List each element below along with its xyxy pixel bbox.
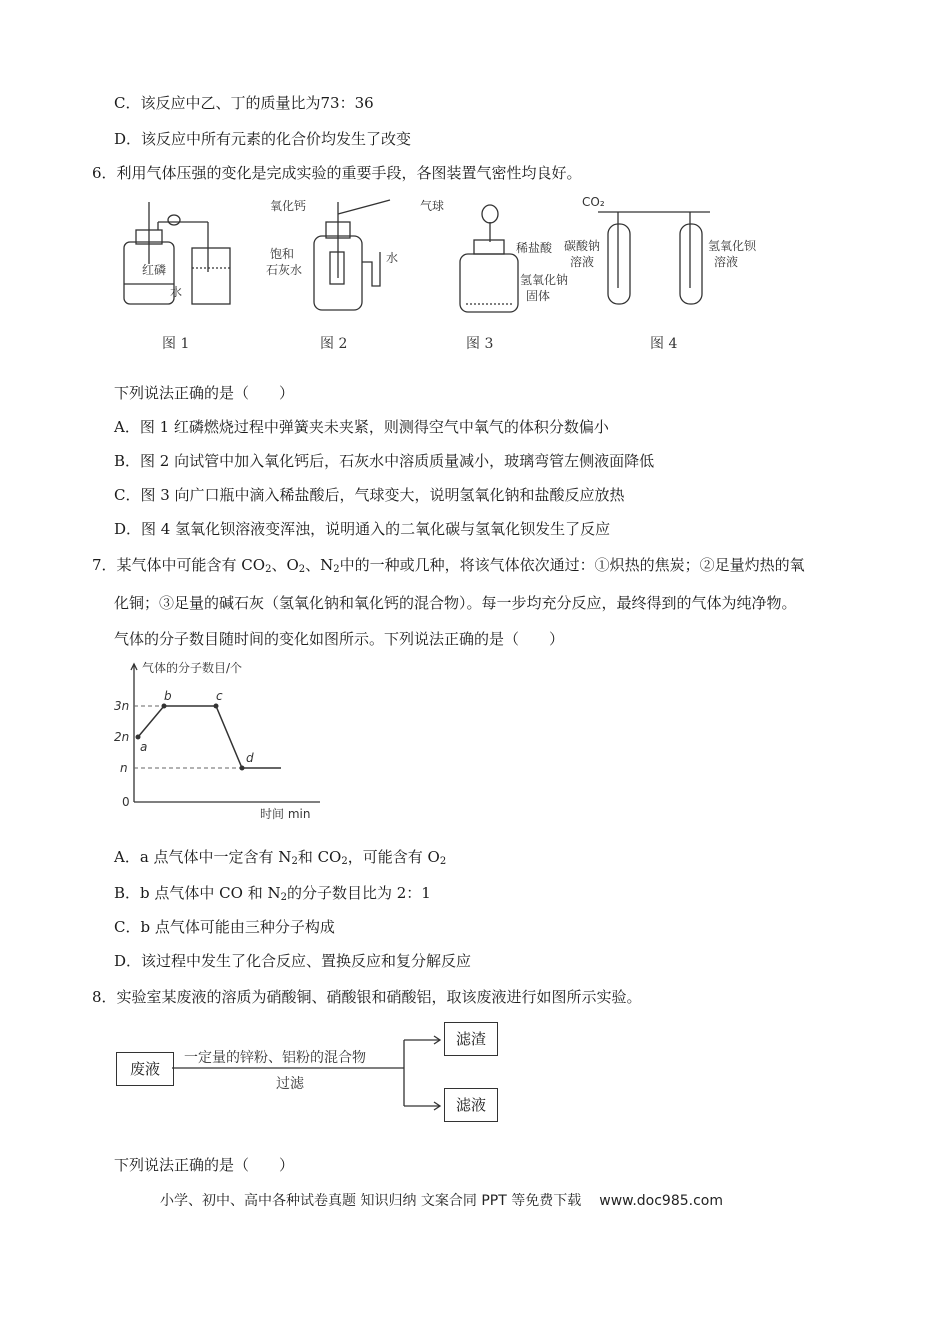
fig4-label-2: 溶液 xyxy=(570,255,595,269)
point-a xyxy=(136,735,141,740)
q7-option-d: D．该过程中发生了化合反应、置换反应和复分解反应 xyxy=(114,952,472,970)
fig4-label-co2: CO₂ xyxy=(582,195,605,209)
fig2-label-4: 水 xyxy=(386,251,399,265)
question-7-stem-line-1: 7．某气体中可能含有 $CO_2$、$O_2$、$N_2$中的一种或几种，将该气体依次通过：①炽热的焦炭；②足量灼热的氧 xyxy=(92,556,805,575)
flow-residue-box: 滤渣 xyxy=(444,1022,498,1056)
x-axis-label: 时间 min xyxy=(260,807,311,821)
option-c-prev: C．该反应中乙、丁的质量比为73：36 xyxy=(114,94,374,112)
q6-option-c: C．图 3 向广口瓶中滴入稀盐酸后，气球变大，说明氢氧化钠和盐酸反应放热 xyxy=(114,486,625,504)
option-d-prev: D．该反应中所有元素的化合价均发生了改变 xyxy=(114,130,412,148)
footer-text: 小学、初中、高中各种试卷真题 知识归纳 文案合同 PPT 等免费下载 xyxy=(160,1193,582,1209)
fig2-label-3: 石灰水 xyxy=(266,263,303,277)
point-label-d: d xyxy=(246,751,254,765)
flow-filtrate-box: 滤液 xyxy=(444,1088,498,1122)
q7-option-b: B．b 点气体中 CO 和 $N_2$的分子数目比为 2：1 xyxy=(114,884,431,903)
q6-apparatus-figures xyxy=(110,192,790,362)
fig4-label-3: 氢氧化钡 xyxy=(708,239,757,253)
series-line xyxy=(138,706,281,768)
point-label-a: a xyxy=(140,740,148,754)
question-6-stem: 6．利用气体压强的变化是完成实验的重要手段，各图装置气密性均良好。 xyxy=(92,164,582,182)
q7-option-c: C．b 点气体可能由三种分子构成 xyxy=(114,918,335,936)
point-c xyxy=(214,704,219,709)
fig3-label-2: 稀盐酸 xyxy=(516,241,553,255)
q7-option-a: A．a 点气体中一定含有 $N_2$和 $CO_2$，可能含有 $O_2$ xyxy=(114,848,447,867)
fig1-label-2: 水 xyxy=(170,285,183,299)
fig4-tube-1 xyxy=(608,224,630,304)
q6-option-a: A．图 1 红磷燃烧过程中弹簧夹未夹紧，则测得空气中氧气的体积分数偏小 xyxy=(114,418,609,436)
q6-option-d: D．图 4 氢氧化钡溶液变浑浊，说明通入的二氧化碳与氢氧化钡发生了反应 xyxy=(114,520,611,538)
fig1-label-1: 红磷 xyxy=(142,263,167,277)
question-8-prompt: 下列说法正确的是（ ） xyxy=(114,1156,295,1174)
fig1-caption: 图 1 xyxy=(162,336,190,352)
fig4-tube-2 xyxy=(680,224,702,304)
question-8-stem: 8．实验室某废液的溶质为硝酸铜、硝酸银和硝酸铝，取该废液进行如图所示实验。 xyxy=(92,988,642,1006)
tick-3n: 3n xyxy=(114,699,130,713)
point-d xyxy=(240,766,245,771)
fig2-label-2: 饱和 xyxy=(270,247,295,261)
fig3-label-3: 氢氧化钠 xyxy=(520,273,569,287)
footer xyxy=(160,1190,723,1210)
footer-url[interactable]: www.doc985.com xyxy=(599,1193,723,1209)
fig4-caption: 图 4 xyxy=(650,336,678,352)
fig1-beaker xyxy=(192,248,230,304)
point-label-c: c xyxy=(216,689,223,703)
question-7-stem-line-2: 化铜；③足量的碱石灰（氢氧化钠和氧化钙的混合物）。每一步均充分反应，最终得到的气体为纯净物。 xyxy=(114,594,797,612)
fig2-label-1: 氧化钙 xyxy=(270,199,307,213)
fig4-label-1: 碳酸钠 xyxy=(564,239,601,253)
fig3-caption: 图 3 xyxy=(466,336,494,352)
flow-operation-label: 过滤 xyxy=(276,1076,304,1092)
q6-option-b: B．图 2 向试管中加入氧化钙后，石灰水中溶质质量减小，玻璃弯管左侧液面降低 xyxy=(114,452,655,470)
fig3-label-4: 固体 xyxy=(526,289,551,303)
fig3-jar xyxy=(460,254,518,312)
q8-flow-arrows xyxy=(172,1018,452,1128)
point-label-b: b xyxy=(164,689,172,703)
question-7-stem-line-3: 气体的分子数目随时间的变化如图所示。下列说法正确的是（ ） xyxy=(114,630,565,648)
flow-reagent-label: 一定量的锌粉、铝粉的混合物 xyxy=(184,1050,366,1066)
q7-molecule-count-graph xyxy=(110,658,340,826)
fig3-label-1: 气球 xyxy=(420,199,445,213)
fig2-caption: 图 2 xyxy=(320,336,348,352)
y-axis-label: 气体的分子数目/个 xyxy=(142,661,243,675)
flow-start-box: 废液 xyxy=(116,1052,174,1086)
question-6-prompt: 下列说法正确的是（ ） xyxy=(114,384,295,402)
tick-n: n xyxy=(120,761,128,775)
fig4-label-4: 溶液 xyxy=(714,255,739,269)
point-b xyxy=(162,704,167,709)
origin-label: 0 xyxy=(122,795,130,809)
tick-2n: 2n xyxy=(114,730,130,744)
